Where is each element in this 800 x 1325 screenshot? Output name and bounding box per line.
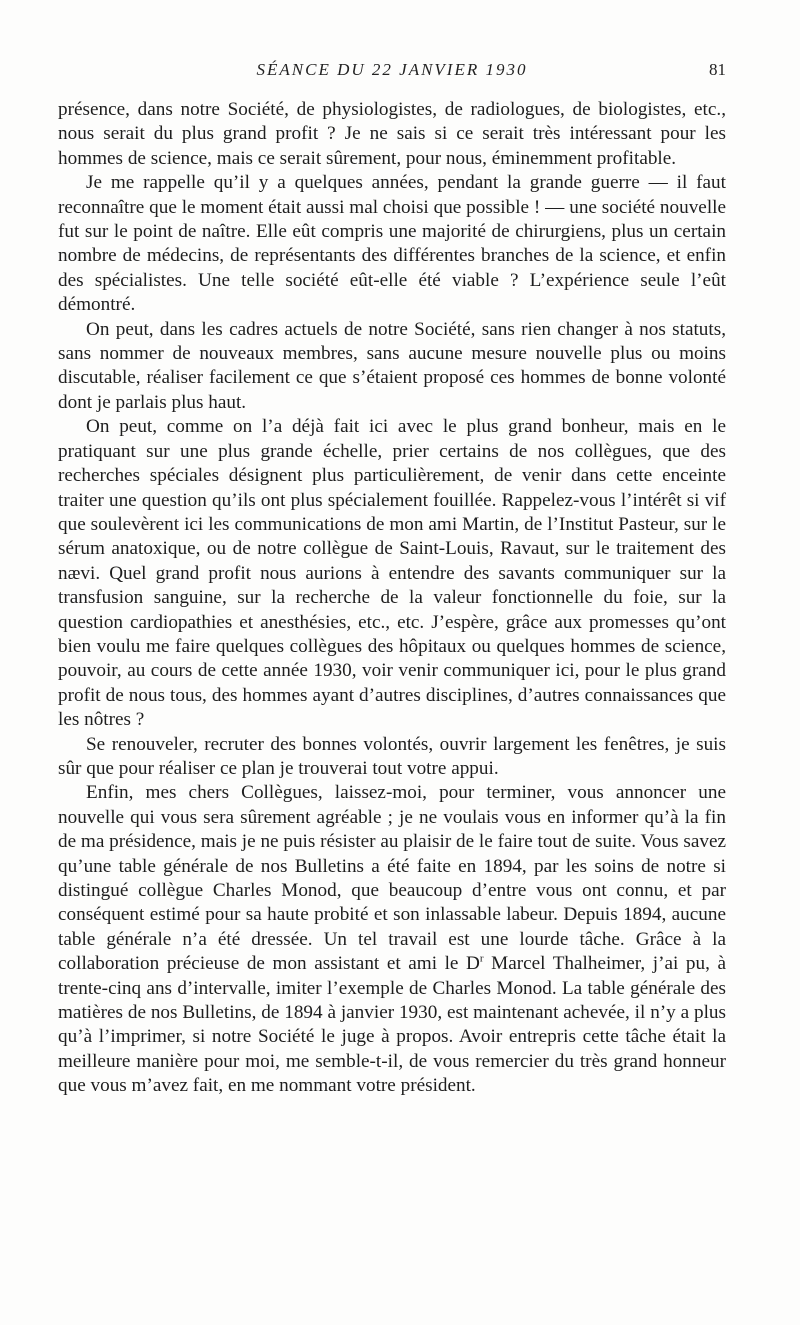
text-segment: Enfin, mes chers Collègues, laissez-moi, pour terminer, vous annoncer une nouvelle qui vous sera sûrement agréable ; je ne voulais vous en informer qu’à la fin de ma présidence, mais je ne puis résister au plaisir de le faire tout de suite. Vous savez qu’une table générale de nos Bulletins a été faite en 1894, par les soins de notre si distingué collègue Charles Monod, que beaucoup d’entre vous ont connu, et par conséquent estimé pour sa haute probité et son inlassable labeur. Depuis 1894, aucune table générale n’a été dressée. Un tel travail est une lourde tâche. Grâce à la collaboration précieuse de mon assistant et ami le D bbox=[58, 782, 726, 975]
superscript: r bbox=[479, 952, 484, 965]
paragraph-current-framework: On peut, dans les cadres actuels de notre Société, sans rien changer à nos statuts, sans nommer de nouveaux membres, sans aucune mesure nouvelle plus ou moins discutable, réaliser facilement ce que s’étaient proposé ces hommes de bonne volonté dont je parlais plus haut. bbox=[58, 318, 726, 413]
paragraph-continued: présence, dans notre Société, de physiologistes, de radiologues, de biologistes, etc., nous serait du plus grand profit ? Je ne sais si ce serait très intéressant pour les hommes de science, mais ce serait sûrement, pour nous, éminemment profitable. bbox=[58, 99, 726, 169]
body-text bbox=[58, 98, 726, 1099]
text-segment: Marcel Thalheimer, j’ai pu, à trente-cinq ans d’intervalle, imiter l’exemple de Charles Monod. La table générale des matières de nos Bulletins, de 1894 à janvier 1930, est maintenant achevée, il n’y a plus qu’à l’imprimer, si notre Société le juge à propos. Avoir entrepris cette tâche était la meilleure manière pour moi, me semble-t-il, de vous remercier du très grand honneur que vous m’avez fait, en me nommant votre président. bbox=[58, 953, 726, 1097]
page-number: 81 bbox=[709, 60, 726, 79]
paragraph-war-society: Je me rappelle qu’il y a quelques années, pendant la grande guerre — il faut reconnaître que le moment était aussi mal choisi que possible ! — une société nouvelle fut sur le point de naître. Elle eût compris une majorité de chirurgiens, plus un certain nombre de médecins, de représentants des différentes branches de la science, et enfin des spécialistes. Une telle société eût-elle été viable ? L’expérience seule l’eût démontré. bbox=[58, 172, 726, 316]
running-head bbox=[58, 60, 726, 84]
paragraph-renewal: Se renouveler, recruter des bonnes volontés, ouvrir largement les fenêtres, je suis sûr que pour réaliser ce plan je trouverai tout votre appui. bbox=[58, 733, 726, 779]
running-title: SÉANCE DU 22 JANVIER 1930 bbox=[256, 60, 528, 79]
paragraph-general-table bbox=[58, 781, 726, 1098]
paragraph-invited-colleagues: On peut, comme on l’a déjà fait ici avec le plus grand bonheur, mais en le pratiquant sur une plus grande échelle, prier certains de nos collègues, que des recherches spéciales désignent plus particulièrement, de venir dans cette enceinte traiter une question qu’ils ont plus spécialement fouillée. Rappelez-vous l’intérêt si vif que soulevèrent ici les communications de mon ami Martin, de l’Institut Pasteur, sur le sérum anatoxique, ou de notre collègue de Saint-Louis, Ravaut, sur le traitement des nævi. Quel grand profit nous aurions à entendre des savants communiquer sur la transfusion sanguine, sur la recherche de la valeur fonctionnelle du foie, sur la question cardiopathies et anesthésies, etc., etc. J’espère, grâce aux promesses qu’ont bien voulu me faire quelques collègues des hôpitaux ou quelques hommes de science, pouvoir, au cours de cette année 1930, voir venir communiquer ici, pour le plus grand profit de nous tous, des hommes ayant d’autres disciplines, d’autres connaissances que les nôtres ? bbox=[58, 416, 726, 731]
